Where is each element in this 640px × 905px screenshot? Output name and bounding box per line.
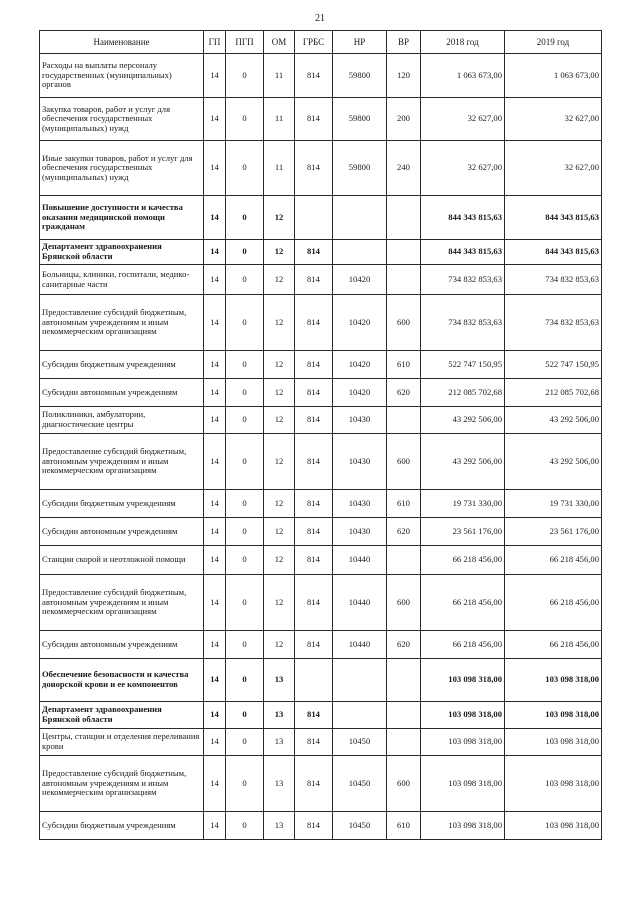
cell-gp: 14 (204, 98, 226, 141)
cell-vr: 600 (387, 575, 421, 631)
cell-pgp: 0 (226, 546, 264, 575)
cell-vr (387, 702, 421, 729)
cell-vr: 600 (387, 295, 421, 351)
cell-2018: 844 343 815,63 (421, 196, 505, 240)
cell-nr (333, 659, 387, 702)
cell-om: 12 (264, 196, 295, 240)
cell-2018: 734 832 853,63 (421, 265, 505, 295)
cell-name: Обеспечение безопасности и качества донорской крови и ее компонентов (40, 659, 204, 702)
cell-2018: 103 098 318,00 (421, 659, 505, 702)
cell-pgp: 0 (226, 351, 264, 379)
cell-nr: 10450 (333, 812, 387, 840)
cell-grbs: 814 (295, 546, 333, 575)
cell-2018: 23 561 176,00 (421, 518, 505, 546)
cell-2018: 522 747 150,95 (421, 351, 505, 379)
cell-2018: 66 218 456,00 (421, 631, 505, 659)
cell-om: 12 (264, 575, 295, 631)
cell-vr (387, 196, 421, 240)
budget-table (39, 30, 602, 840)
cell-gp: 14 (204, 54, 226, 98)
cell-vr (387, 407, 421, 434)
cell-pgp: 0 (226, 518, 264, 546)
cell-gp: 14 (204, 490, 226, 518)
cell-nr: 10430 (333, 518, 387, 546)
cell-vr: 610 (387, 812, 421, 840)
table-header-row (40, 31, 602, 54)
cell-nr: 10430 (333, 490, 387, 518)
cell-grbs: 814 (295, 575, 333, 631)
cell-gp: 14 (204, 141, 226, 196)
cell-vr (387, 546, 421, 575)
cell-2018: 103 098 318,00 (421, 812, 505, 840)
cell-2019: 103 098 318,00 (505, 729, 602, 756)
cell-vr: 610 (387, 490, 421, 518)
cell-gp: 14 (204, 631, 226, 659)
cell-pgp: 0 (226, 141, 264, 196)
header-om: ОМ (264, 31, 295, 54)
cell-2018: 103 098 318,00 (421, 756, 505, 812)
cell-nr: 10450 (333, 729, 387, 756)
cell-name: Субсидии автономным учреждениям (40, 379, 204, 407)
cell-2019: 32 627,00 (505, 98, 602, 141)
cell-name: Предоставление субсидий бюджетным, автономным учреждениям и иным некоммерческим организациям (40, 756, 204, 812)
header-gp: ГП (204, 31, 226, 54)
cell-2018: 103 098 318,00 (421, 729, 505, 756)
table-row (40, 702, 602, 729)
cell-grbs: 814 (295, 518, 333, 546)
cell-2019: 103 098 318,00 (505, 812, 602, 840)
header-2019: 2019 год (505, 31, 602, 54)
cell-name: Центры, станции и отделения переливания крови (40, 729, 204, 756)
cell-nr: 10420 (333, 295, 387, 351)
cell-om: 12 (264, 240, 295, 265)
cell-nr: 10420 (333, 379, 387, 407)
cell-om: 13 (264, 756, 295, 812)
cell-om: 13 (264, 659, 295, 702)
cell-nr: 59800 (333, 54, 387, 98)
table-row (40, 265, 602, 295)
cell-2019: 43 292 506,00 (505, 434, 602, 490)
cell-grbs: 814 (295, 54, 333, 98)
cell-pgp: 0 (226, 379, 264, 407)
cell-vr: 200 (387, 98, 421, 141)
cell-gp: 14 (204, 546, 226, 575)
cell-pgp: 0 (226, 659, 264, 702)
cell-name: Предоставление субсидий бюджетным, автономным учреждениям и иным некоммерческим организациям (40, 575, 204, 631)
table-row (40, 295, 602, 351)
cell-om: 12 (264, 295, 295, 351)
cell-vr: 620 (387, 518, 421, 546)
table-row (40, 434, 602, 490)
cell-grbs: 814 (295, 702, 333, 729)
cell-2019: 66 218 456,00 (505, 631, 602, 659)
cell-pgp: 0 (226, 575, 264, 631)
cell-grbs: 814 (295, 295, 333, 351)
header-pgp: ПГП (226, 31, 264, 54)
cell-2019: 844 343 815,63 (505, 196, 602, 240)
cell-vr (387, 659, 421, 702)
cell-gp: 14 (204, 240, 226, 265)
cell-grbs: 814 (295, 98, 333, 141)
cell-gp: 14 (204, 434, 226, 490)
cell-2019: 103 098 318,00 (505, 756, 602, 812)
cell-name: Субсидии бюджетным учреждениям (40, 812, 204, 840)
cell-vr (387, 265, 421, 295)
table-row (40, 631, 602, 659)
header-grbs: ГРБС (295, 31, 333, 54)
cell-nr: 10440 (333, 546, 387, 575)
cell-vr: 240 (387, 141, 421, 196)
cell-2018: 66 218 456,00 (421, 575, 505, 631)
header-2018: 2018 год (421, 31, 505, 54)
cell-nr: 10430 (333, 434, 387, 490)
table-row (40, 407, 602, 434)
cell-grbs: 814 (295, 812, 333, 840)
cell-vr: 600 (387, 434, 421, 490)
cell-nr (333, 196, 387, 240)
cell-nr: 59800 (333, 141, 387, 196)
table-row (40, 240, 602, 265)
cell-2019: 23 561 176,00 (505, 518, 602, 546)
table-row (40, 379, 602, 407)
cell-pgp: 0 (226, 434, 264, 490)
cell-grbs (295, 659, 333, 702)
table-row (40, 756, 602, 812)
cell-2019: 734 832 853,63 (505, 265, 602, 295)
cell-2018: 212 085 702,68 (421, 379, 505, 407)
cell-pgp: 0 (226, 295, 264, 351)
cell-gp: 14 (204, 265, 226, 295)
table-row (40, 98, 602, 141)
cell-2019: 844 343 815,63 (505, 240, 602, 265)
cell-2019: 734 832 853,63 (505, 295, 602, 351)
table-row (40, 54, 602, 98)
cell-2019: 32 627,00 (505, 141, 602, 196)
cell-name: Департамент здравоохранения Брянской области (40, 702, 204, 729)
cell-gp: 14 (204, 351, 226, 379)
cell-om: 12 (264, 379, 295, 407)
cell-2019: 103 098 318,00 (505, 659, 602, 702)
cell-name: Поликлиники, амбулатории, диагностические центры (40, 407, 204, 434)
cell-gp: 14 (204, 518, 226, 546)
cell-2018: 734 832 853,63 (421, 295, 505, 351)
cell-pgp: 0 (226, 812, 264, 840)
cell-nr: 10440 (333, 575, 387, 631)
cell-grbs: 814 (295, 351, 333, 379)
table-row (40, 546, 602, 575)
cell-pgp: 0 (226, 265, 264, 295)
cell-pgp: 0 (226, 490, 264, 518)
cell-pgp: 0 (226, 702, 264, 729)
cell-grbs: 814 (295, 379, 333, 407)
cell-grbs: 814 (295, 141, 333, 196)
cell-name: Предоставление субсидий бюджетным, автономным учреждениям и иным некоммерческим организациям (40, 434, 204, 490)
cell-grbs: 814 (295, 490, 333, 518)
cell-pgp: 0 (226, 407, 264, 434)
cell-nr: 10430 (333, 407, 387, 434)
table-row (40, 141, 602, 196)
cell-gp: 14 (204, 295, 226, 351)
cell-grbs: 814 (295, 756, 333, 812)
cell-grbs: 814 (295, 631, 333, 659)
cell-pgp: 0 (226, 98, 264, 141)
cell-name: Больницы, клиники, госпитали, медико-санитарные части (40, 265, 204, 295)
cell-name: Расходы на выплаты персоналу государственных (муниципальных) органов (40, 54, 204, 98)
cell-name: Департамент здравоохранения Брянской области (40, 240, 204, 265)
cell-nr: 59800 (333, 98, 387, 141)
cell-nr: 10420 (333, 351, 387, 379)
cell-2019: 522 747 150,95 (505, 351, 602, 379)
header-nr: НР (333, 31, 387, 54)
cell-om: 12 (264, 434, 295, 490)
table-row (40, 812, 602, 840)
cell-name: Субсидии автономным учреждениям (40, 518, 204, 546)
cell-pgp: 0 (226, 196, 264, 240)
cell-name: Предоставление субсидий бюджетным, автономным учреждениям и иным некоммерческим организациям (40, 295, 204, 351)
cell-grbs: 814 (295, 729, 333, 756)
cell-2019: 66 218 456,00 (505, 575, 602, 631)
cell-gp: 14 (204, 379, 226, 407)
cell-gp: 14 (204, 756, 226, 812)
cell-om: 12 (264, 351, 295, 379)
cell-2019: 103 098 318,00 (505, 702, 602, 729)
table-row (40, 575, 602, 631)
cell-grbs: 814 (295, 240, 333, 265)
table-row (40, 659, 602, 702)
cell-name: Станции скорой и неотложной помощи (40, 546, 204, 575)
cell-pgp: 0 (226, 729, 264, 756)
cell-name: Субсидии бюджетным учреждениям (40, 351, 204, 379)
cell-vr: 120 (387, 54, 421, 98)
cell-om: 12 (264, 407, 295, 434)
cell-2019: 1 063 673,00 (505, 54, 602, 98)
cell-gp: 14 (204, 729, 226, 756)
cell-nr: 10420 (333, 265, 387, 295)
cell-grbs (295, 196, 333, 240)
cell-gp: 14 (204, 702, 226, 729)
cell-om: 13 (264, 812, 295, 840)
table-row (40, 196, 602, 240)
cell-vr (387, 729, 421, 756)
table-row (40, 490, 602, 518)
table-row (40, 729, 602, 756)
cell-om: 12 (264, 518, 295, 546)
cell-2018: 32 627,00 (421, 141, 505, 196)
cell-pgp: 0 (226, 756, 264, 812)
cell-grbs: 814 (295, 407, 333, 434)
cell-om: 13 (264, 729, 295, 756)
cell-om: 13 (264, 702, 295, 729)
cell-pgp: 0 (226, 631, 264, 659)
cell-name: Иные закупки товаров, работ и услуг для обеспечения государственных (муниципальных) нужд (40, 141, 204, 196)
cell-om: 12 (264, 546, 295, 575)
cell-name: Субсидии бюджетным учреждениям (40, 490, 204, 518)
cell-2018: 66 218 456,00 (421, 546, 505, 575)
cell-vr: 620 (387, 631, 421, 659)
cell-om: 11 (264, 141, 295, 196)
cell-vr (387, 240, 421, 265)
cell-name: Субсидии автономным учреждениям (40, 631, 204, 659)
cell-2018: 43 292 506,00 (421, 407, 505, 434)
cell-nr (333, 240, 387, 265)
cell-2018: 844 343 815,63 (421, 240, 505, 265)
cell-om: 12 (264, 631, 295, 659)
cell-nr (333, 702, 387, 729)
cell-2018: 103 098 318,00 (421, 702, 505, 729)
cell-om: 12 (264, 265, 295, 295)
cell-om: 12 (264, 490, 295, 518)
cell-name: Закупка товаров, работ и услуг для обеспечения государственных (муниципальных) нужд (40, 98, 204, 141)
cell-grbs: 814 (295, 265, 333, 295)
table-row (40, 351, 602, 379)
cell-2019: 66 218 456,00 (505, 546, 602, 575)
cell-gp: 14 (204, 575, 226, 631)
cell-vr: 610 (387, 351, 421, 379)
cell-name: Повышение доступности и качества оказания медицинской помощи гражданам (40, 196, 204, 240)
cell-pgp: 0 (226, 240, 264, 265)
cell-2019: 212 085 702,68 (505, 379, 602, 407)
cell-2018: 43 292 506,00 (421, 434, 505, 490)
cell-2019: 19 731 330,00 (505, 490, 602, 518)
cell-gp: 14 (204, 812, 226, 840)
cell-gp: 14 (204, 407, 226, 434)
cell-gp: 14 (204, 659, 226, 702)
cell-2018: 1 063 673,00 (421, 54, 505, 98)
cell-nr: 10450 (333, 756, 387, 812)
cell-2019: 43 292 506,00 (505, 407, 602, 434)
cell-2018: 19 731 330,00 (421, 490, 505, 518)
table-row (40, 518, 602, 546)
cell-nr: 10440 (333, 631, 387, 659)
page-number: 21 (315, 13, 325, 24)
header-name: Наименование (40, 31, 204, 54)
header-vr: ВР (387, 31, 421, 54)
cell-om: 11 (264, 98, 295, 141)
cell-pgp: 0 (226, 54, 264, 98)
cell-vr: 600 (387, 756, 421, 812)
cell-grbs: 814 (295, 434, 333, 490)
cell-2018: 32 627,00 (421, 98, 505, 141)
cell-vr: 620 (387, 379, 421, 407)
cell-gp: 14 (204, 196, 226, 240)
cell-om: 11 (264, 54, 295, 98)
